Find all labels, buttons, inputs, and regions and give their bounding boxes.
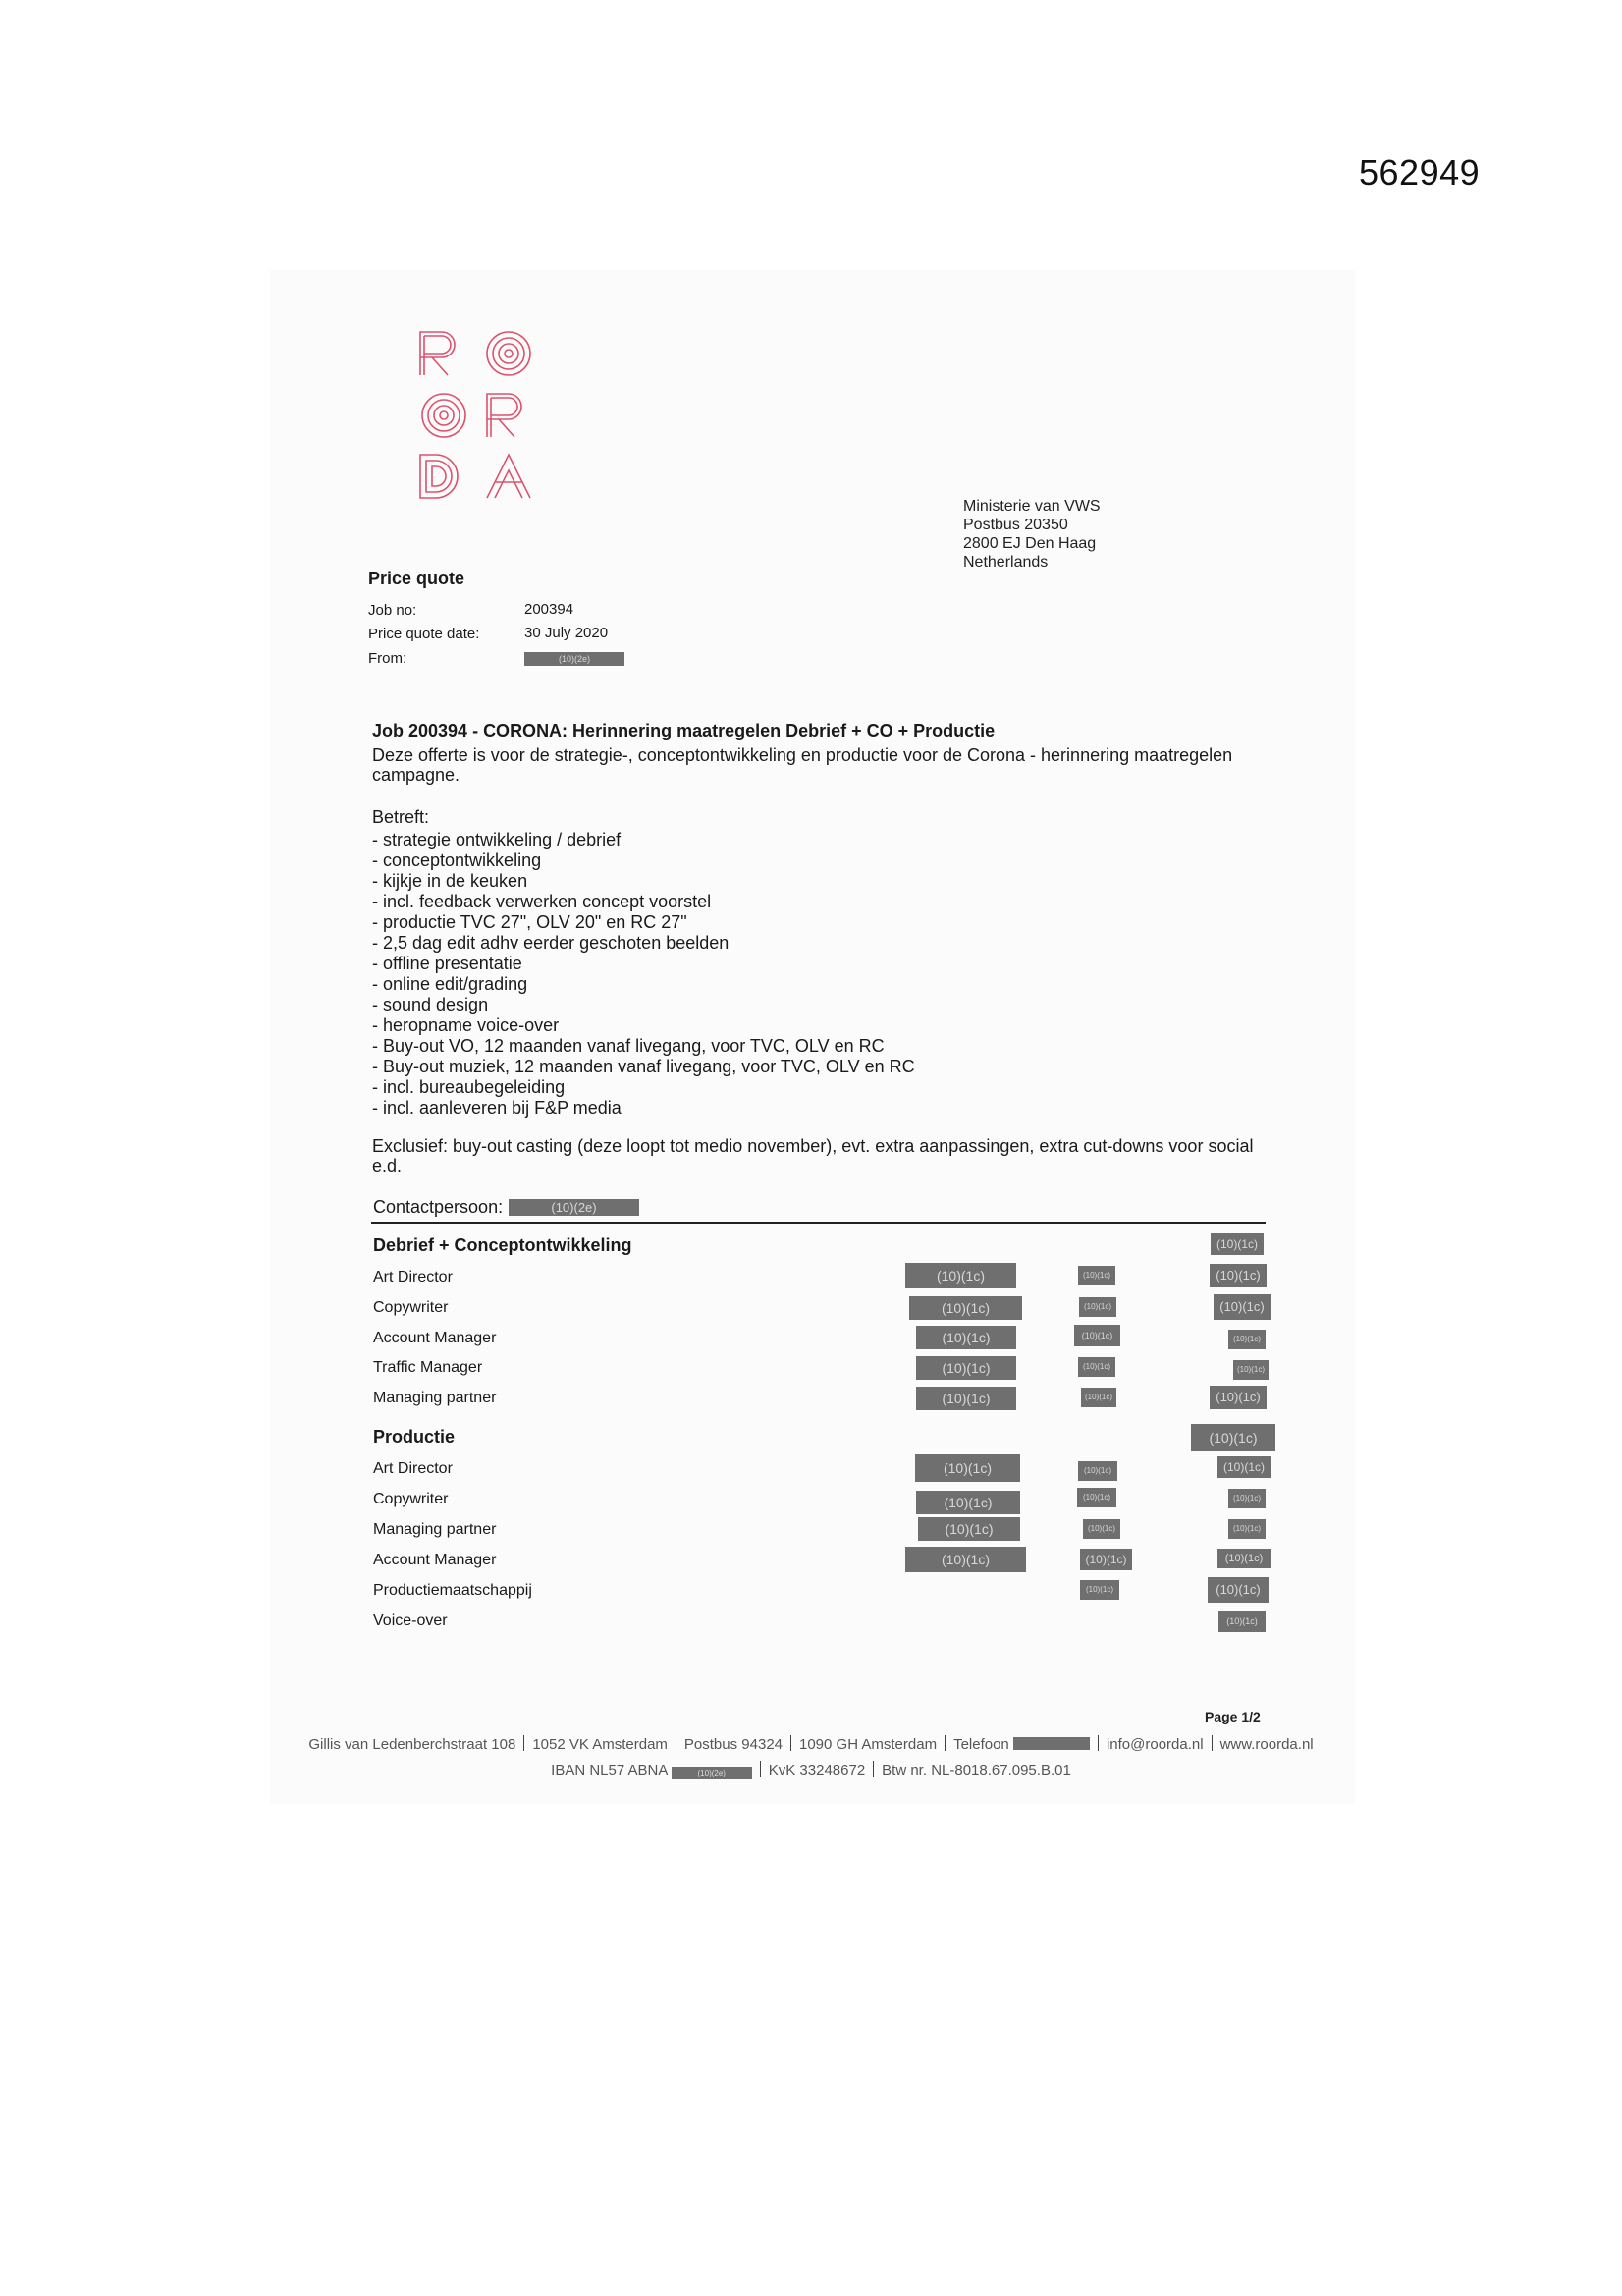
recipient-line: Postbus 20350 bbox=[963, 517, 1068, 533]
amount-redaction: (10)(1c) bbox=[1228, 1519, 1266, 1539]
rate-redaction: (10)(1c) bbox=[915, 1454, 1020, 1482]
exclusief-note: Exclusief: buy-out casting (deze loopt tot medio november), evt. extra aanpassingen, extra cut-downs voor social e.d. bbox=[372, 1136, 1254, 1175]
list-item: - kijkje in de keuken bbox=[372, 871, 528, 891]
row-role: Productiemaatschappij bbox=[373, 1582, 532, 1599]
row-role: Managing partner bbox=[373, 1390, 497, 1406]
recipient-line: Netherlands bbox=[963, 554, 1049, 571]
rate-redaction: (10)(1c) bbox=[916, 1356, 1016, 1380]
quote-date-label: Price quote date: bbox=[368, 626, 480, 642]
recipient-line: 2800 EJ Den Haag bbox=[963, 535, 1097, 552]
price-quote-title: Price quote bbox=[368, 569, 465, 588]
rate-redaction: (10)(1c) bbox=[909, 1296, 1022, 1320]
list-item: - 2,5 dag edit adhv eerder geschoten beelden bbox=[372, 933, 730, 953]
row-role: Account Manager bbox=[373, 1330, 497, 1346]
list-item: - productie TVC 27", OLV 20" en RC 27" bbox=[372, 912, 687, 932]
list-item: - Buy-out VO, 12 maanden vanaf livegang, voor TVC, OLV en RC bbox=[372, 1036, 885, 1056]
from-label: From: bbox=[368, 650, 407, 667]
footer-postbus-postcode: 1090 GH Amsterdam bbox=[799, 1736, 938, 1753]
footer-btw: Btw nr. NL-8018.67.095.B.01 bbox=[882, 1762, 1071, 1778]
amount-redaction: (10)(1c) bbox=[1208, 1577, 1269, 1603]
divider bbox=[371, 1222, 1266, 1224]
rate-redaction: (10)(1c) bbox=[916, 1491, 1020, 1514]
job-no-value: 200394 bbox=[524, 601, 574, 618]
hours-redaction: (10)(1c) bbox=[1080, 1549, 1132, 1570]
amount-redaction: (10)(1c) bbox=[1233, 1360, 1269, 1380]
list-item: - offline presentatie bbox=[372, 954, 522, 973]
amount-redaction: (10)(1c) bbox=[1214, 1294, 1271, 1320]
footer-postcode: 1052 VK Amsterdam bbox=[532, 1736, 668, 1753]
hours-redaction: (10)(1c) bbox=[1074, 1325, 1120, 1346]
row-role: Traffic Manager bbox=[373, 1359, 483, 1376]
rate-redaction: (10)(1c) bbox=[916, 1326, 1016, 1349]
list-item: - heropname voice-over bbox=[372, 1015, 560, 1035]
list-item: - incl. bureaubegeleiding bbox=[372, 1077, 566, 1097]
amount-redaction: (10)(1c) bbox=[1218, 1611, 1266, 1632]
footer-street: Gillis van Ledenberchstraat 108 bbox=[308, 1736, 516, 1753]
row-role: Voice-over bbox=[373, 1613, 448, 1629]
from-redaction: (10)(2e) bbox=[524, 652, 624, 666]
hours-redaction: (10)(1c) bbox=[1083, 1519, 1120, 1539]
hours-redaction: (10)(1c) bbox=[1081, 1388, 1116, 1407]
quote-date-value: 30 July 2020 bbox=[524, 625, 609, 641]
roorda-logo bbox=[412, 324, 545, 506]
row-role: Account Manager bbox=[373, 1552, 497, 1568]
amount-redaction: (10)(1c) bbox=[1217, 1549, 1271, 1568]
row-role: Art Director bbox=[373, 1460, 453, 1477]
list-item: - incl. aanleveren bij F&P media bbox=[372, 1098, 622, 1118]
hours-redaction: (10)(1c) bbox=[1078, 1461, 1117, 1481]
amount-redaction: (10)(1c) bbox=[1217, 1456, 1271, 1478]
footer-iban-label: IBAN NL57 ABNA bbox=[551, 1762, 668, 1778]
list-item: - sound design bbox=[372, 995, 489, 1014]
footer-phone-label: Telefoon bbox=[953, 1736, 1009, 1753]
amount-redaction: (10)(1c) bbox=[1228, 1489, 1266, 1508]
row-role: Art Director bbox=[373, 1269, 453, 1285]
amount-redaction: (10)(1c) bbox=[1210, 1386, 1267, 1409]
hours-redaction: (10)(1c) bbox=[1077, 1488, 1116, 1507]
list-item: - conceptontwikkeling bbox=[372, 850, 542, 870]
document-number: 562949 bbox=[1359, 152, 1481, 192]
footer-bank bbox=[0, 1761, 1622, 1779]
contact-redaction: (10)(2e) bbox=[509, 1199, 639, 1216]
amount-redaction: (10)(1c) bbox=[1210, 1264, 1267, 1287]
included-items-list bbox=[372, 830, 915, 1119]
rate-redaction: (10)(1c) bbox=[918, 1517, 1020, 1541]
job-description: Deze offerte is voor de strategie-, conceptontwikkeling en productie voor de Corona - herinnering maatregelen campagne. bbox=[372, 745, 1233, 785]
hours-redaction: (10)(1c) bbox=[1078, 1266, 1115, 1285]
section-total-redaction: (10)(1c) bbox=[1211, 1233, 1264, 1255]
phone-redaction bbox=[1013, 1737, 1090, 1750]
footer-address bbox=[0, 1735, 1622, 1753]
section-title-debrief: Debrief + Conceptontwikkeling bbox=[373, 1235, 632, 1255]
job-no-label: Job no: bbox=[368, 602, 417, 619]
page-number: Page 1/2 bbox=[1205, 1709, 1261, 1724]
list-item: - strategie ontwikkeling / debrief bbox=[372, 830, 622, 849]
list-item: - Buy-out muziek, 12 maanden vanaf livegang, voor TVC, OLV en RC bbox=[372, 1057, 915, 1076]
rate-redaction: (10)(1c) bbox=[905, 1263, 1016, 1288]
row-role: Copywriter bbox=[373, 1299, 449, 1316]
rate-redaction: (10)(1c) bbox=[916, 1387, 1016, 1410]
rate-redaction: (10)(1c) bbox=[905, 1547, 1026, 1572]
footer-postbus: Postbus 94324 bbox=[683, 1736, 783, 1753]
recipient-line: Ministerie van VWS bbox=[963, 498, 1101, 515]
betreft-label: Betreft: bbox=[372, 807, 430, 827]
contact-label: Contactpersoon: bbox=[373, 1197, 504, 1217]
footer-email[interactable]: info@roorda.nl bbox=[1106, 1736, 1204, 1753]
iban-redaction: (10)(2e) bbox=[672, 1767, 752, 1779]
job-heading: Job 200394 - CORONA: Herinnering maatregelen Debrief + CO + Productie bbox=[372, 721, 996, 740]
row-role: Managing partner bbox=[373, 1521, 497, 1538]
hours-redaction: (10)(1c) bbox=[1079, 1297, 1116, 1317]
section-title-productie: Productie bbox=[373, 1427, 456, 1447]
hours-redaction: (10)(1c) bbox=[1078, 1357, 1115, 1377]
row-role: Copywriter bbox=[373, 1491, 449, 1507]
footer-website[interactable]: www.roorda.nl bbox=[1219, 1736, 1314, 1753]
section-total-redaction: (10)(1c) bbox=[1191, 1424, 1275, 1451]
amount-redaction: (10)(1c) bbox=[1228, 1330, 1266, 1349]
footer-kvk: KvK 33248672 bbox=[768, 1762, 866, 1778]
list-item: - incl. feedback verwerken concept voorstel bbox=[372, 892, 712, 911]
hours-redaction: (10)(1c) bbox=[1080, 1580, 1119, 1600]
list-item: - online edit/grading bbox=[372, 974, 528, 994]
